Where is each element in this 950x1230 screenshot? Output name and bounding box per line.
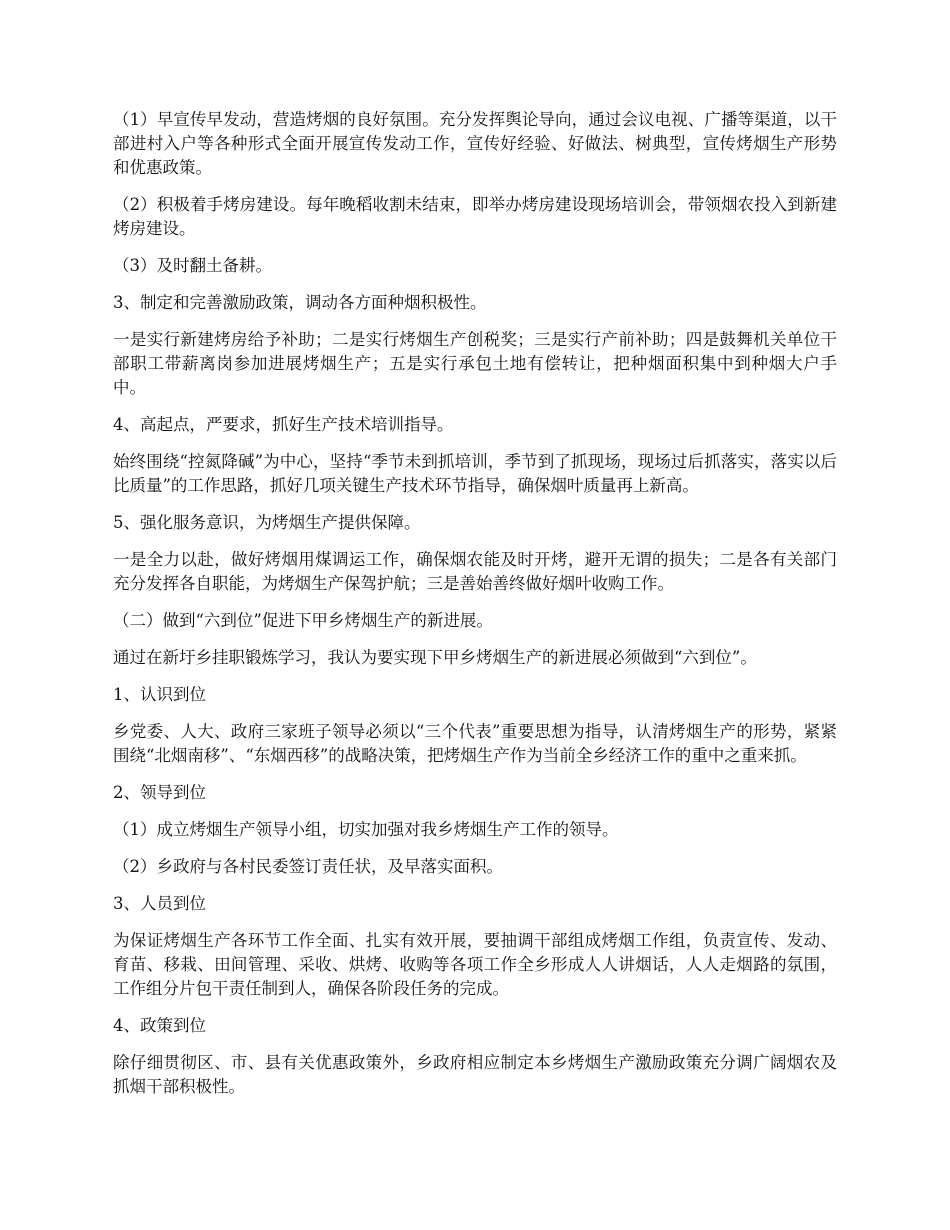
subheading-1: 1、认识到位 [113, 685, 206, 704]
section-heading-5: 5、强化服务意识，为烤烟生产提供保障。 [113, 513, 421, 532]
paragraph-3: （3）及时翻土备耕。 [113, 256, 272, 275]
paragraph-1: （1）早宣传早发动，营造烤烟的良好氛围。充分发挥舆论导向，通过会议电视、广播等渠道，以干部进村入户等各种形式全面开展宣传发动工作，宣传好经验、好做法、树典型，宣传烤烟生产形势和优惠政策。 [113, 110, 837, 177]
paragraph-16: （2）乡政府与各村民委签订责任状，及早落实面积。 [113, 857, 503, 876]
paragraph-15: （1）成立烤烟生产领导小组，切实加强对我乡烤烟生产工作的领导。 [113, 820, 619, 839]
paragraph-7: 始终围绕“控氮降碱”为中心，坚持“季节未到抓培训，季节到了抓现场，现场过后抓落实，落实以后比质量”的工作思路，抓好几项关键生产技术环节指导，确保烟叶质量再上新高。 [113, 452, 837, 495]
paragraph-9: 一是全力以赴，做好烤烟用煤调运工作，确保烟农能及时开烤，避开无谓的损失；二是各有关部门充分发挥各自职能，为烤烟生产保驾护航；三是善始善终做好烟叶收购工作。 [113, 550, 837, 593]
paragraph-18: 为保证烤烟生产各环节工作全面、扎实有效开展，要抽调干部组成烤烟工作组，负责宣传、发动、育苗、移栽、田间管理、采收、烘烤、收购等各项工作全乡形成人人讲烟话，人人走烟路的氛围，工作组分片包干责任制到人，确保各阶段任务的完成。 [113, 931, 837, 998]
subheading-2: 2、领导到位 [113, 783, 206, 802]
paragraph-2: （2）积极着手烤房建设。每年晚稻收割未结束，即举办烤房建设现场培训会，带领烟农投入到新建烤房建设。 [113, 195, 837, 238]
paragraph-11: 通过在新圩乡挂职锻炼学习，我认为要实现下甲乡烤烟生产的新进展必须做到“六到位”。 [113, 648, 757, 667]
document-body [113, 108, 837, 1112]
subheading-3: 3、人员到位 [113, 894, 206, 913]
section-heading-six: （二）做到“六到位”促进下甲乡烤烟生产的新进展。 [113, 611, 493, 630]
paragraph-5: 一是实行新建烤房给予补助；二是实行烤烟生产创税奖；三是实行产前补助；四是鼓舞机关单位干部职工带薪离岗参加进展烤烟生产；五是实行承包土地有偿转让，把种烟面积集中到种烟大户手中。 [113, 330, 837, 397]
section-heading-4: 4、高起点，严要求，抓好生产技术培训指导。 [113, 415, 454, 434]
section-heading-3: 3、制定和完善激励政策，调动各方面种烟积极性。 [113, 293, 487, 312]
paragraph-20: 除仔细贯彻区、市、县有关优惠政策外，乡政府相应制定本乡烤烟生产激励政策充分调广阔烟农及抓烟干部积极性。 [113, 1053, 837, 1096]
subheading-4: 4、政策到位 [113, 1016, 206, 1035]
paragraph-13: 乡党委、人大、政府三家班子领导必须以“三个代表”重要思想为指导，认清烤烟生产的形势，紧紧围绕“北烟南移”、“东烟西移”的战略决策，把烤烟生产作为当前全乡经济工作的重中之重来抓。 [113, 722, 837, 765]
